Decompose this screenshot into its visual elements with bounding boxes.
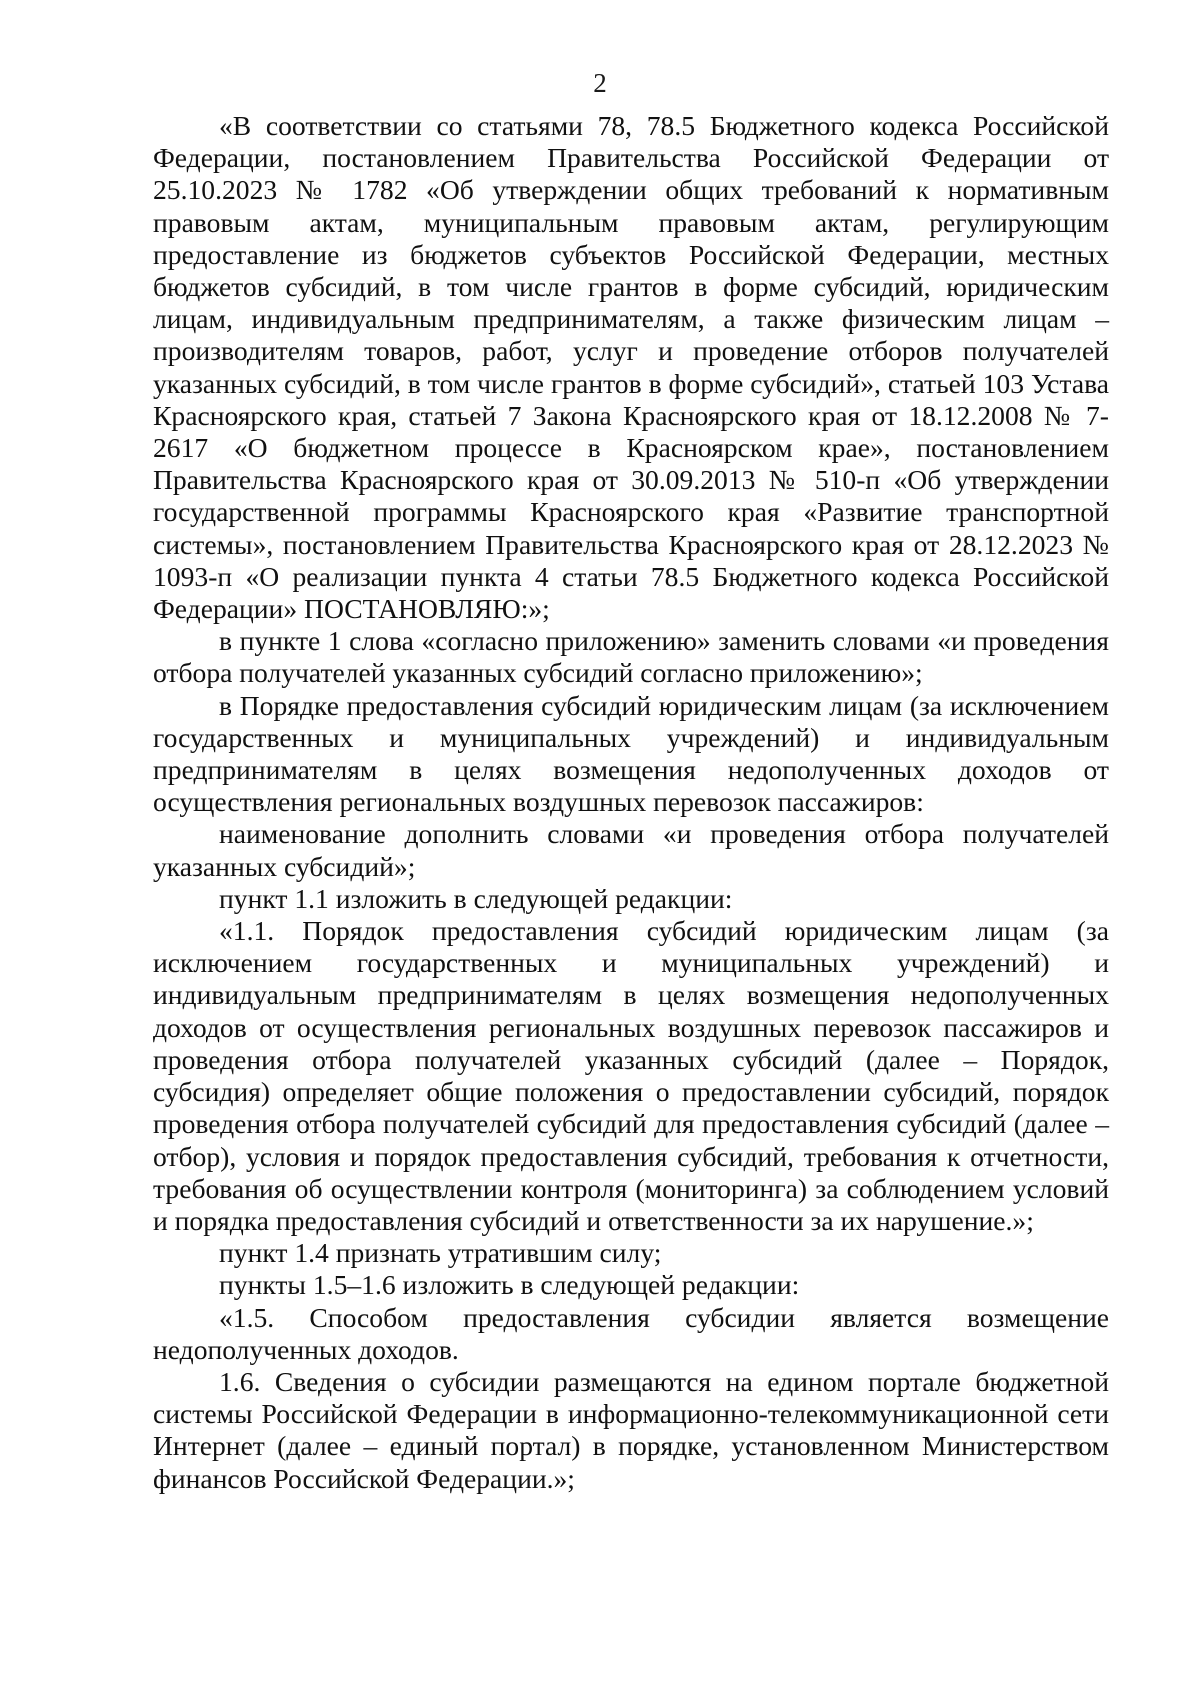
paragraph-preamble: «В соответствии со статьями 78, 78.5 Бюджетного кодекса Российской Федерации, постановлением Правительства Российской Федерации от 25.10.2023 № 1782 «Об утверждении общих требований к нормативным правовым актам, муниципальным правовым актам, регулирующим предоставление из бюджетов субъектов Российской Федерации, местных бюджетов субсидий, в том числе грантов в форме субсидий, юридическим лицам, индивидуальным предпринимателям, а также физическим лицам – производителям товаров, работ, услуг и проведение отборов получателей указанных субсидий, в том числе грантов в форме субсидий», статьей 103 Устава Красноярского края, статьей 7 Закона Красноярского края от 18.12.2008 № 7-2617 «О бюджетном процессе в Красноярском крае», постановлением Правительства Красноярского края от 30.09.2013 № 510-п «Об утверждении государственной программы Красноярского края «Развитие транспортной системы», постановлением Правительства Красноярского края от 28.12.2023 № 1093-п «О реализации пункта 4 статьи 78.5 Бюджетного кодекса Российской Федерации» ПОСТАНОВЛЯЮ:»; — [153, 110, 1109, 625]
document-body — [153, 110, 1109, 1495]
paragraph-point-1-6: 1.6. Сведения о субсидии размещаются на едином портале бюджетной системы Российской Федерации в информационно-телекоммуникационной сети Интернет (далее – единый портал) в порядке, установленном Министерством финансов Российской Федерации.»; — [153, 1365, 1109, 1494]
paragraph-point-1-amendment: в пункте 1 слова «согласно приложению» заменить словами «и проведения отбора получателей указанных субсидий согласно приложению»; — [153, 625, 1109, 689]
paragraph-points-1-5-1-6-intro: пункты 1.5–1.6 изложить в следующей редакции: — [219, 1269, 800, 1301]
paragraph-point-1-1-intro: пункт 1.1 изложить в следующей редакции: — [219, 882, 733, 914]
paragraph-title-amendment: наименование дополнить словами «и проведения отбора получателей указанных субсидий»; — [153, 818, 1109, 882]
paragraph-order-intro: в Порядке предоставления субсидий юридическим лицам (за исключением государственных и муниципальных учреждений) и индивидуальным предпринимателям в целях возмещения недополученных доходов от осуществления региональных воздушных перевозок пассажиров: — [153, 689, 1109, 818]
paragraph-point-1-5: «1.5. Способом предоставления субсидии является возмещение недополученных доходов. — [153, 1301, 1109, 1365]
paragraph-point-1-1-text: «1.1. Порядок предоставления субсидий юридическим лицам (за исключением государственных и муниципальных учреждений) и индивидуальным предпринимателям в целях возмещения недополученных доходов от осуществления региональных воздушных перевозок пассажиров и проведения отбора получателей указанных субсидий (далее – Порядок, субсидия) определяет общие положения о предоставлении субсидий, порядок проведения отбора получателей субсидий для предоставления субсидий (далее – отбор), условия и порядок предоставления субсидий, требования к отчетности, требования об осуществлении контроля (мониторинга) за соблюдением условий и порядка предоставления субсидий и ответственности за их нарушение.»; — [153, 915, 1109, 1236]
page-number: 2 — [593, 68, 607, 98]
paragraph-point-1-4: пункт 1.4 признать утратившим силу; — [219, 1237, 662, 1269]
